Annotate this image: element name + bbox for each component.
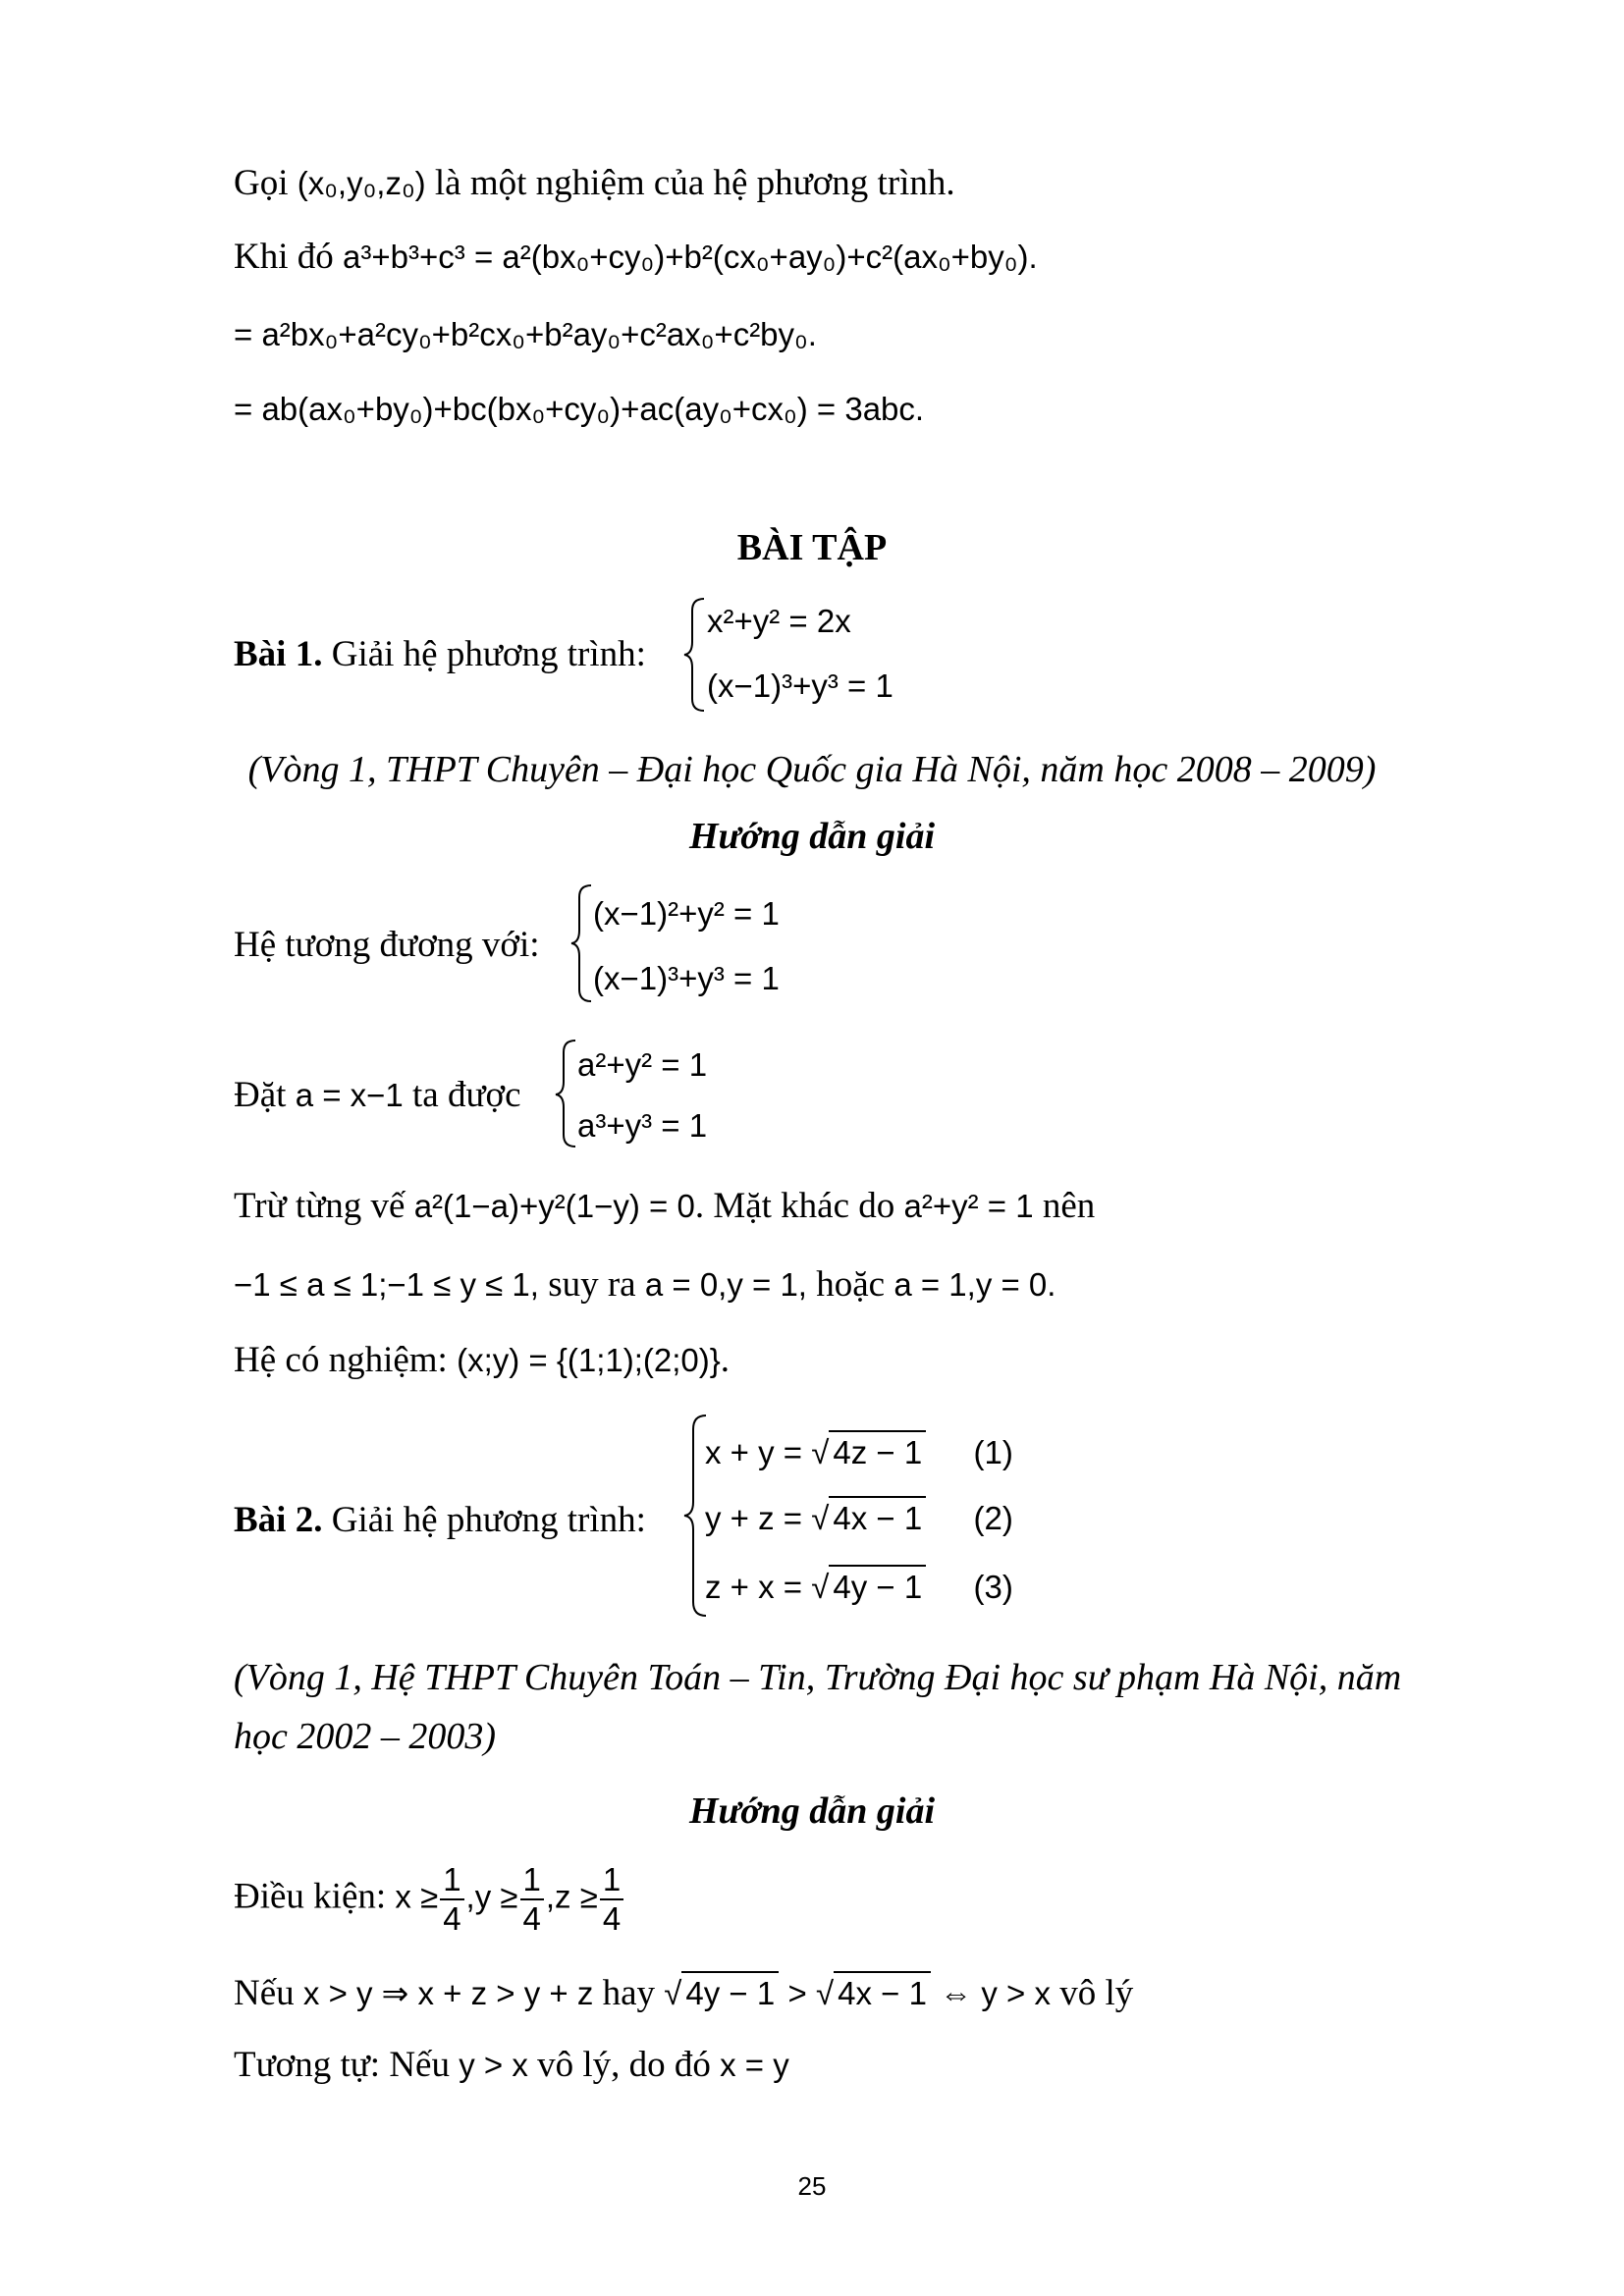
problem-2-label: Bài 2. <box>234 1500 323 1540</box>
intro-line-3: = a²bx₀+a²cy₀+b²cx₀+b²ay₀+c²ax₀+c²by₀. <box>234 316 817 352</box>
problem-2-statement <box>234 1502 646 1538</box>
problem-1-equiv-text: Hệ tương đương với: <box>234 925 540 965</box>
problem-1-guide-title: Hướng dẫn giải <box>688 816 936 857</box>
similar-text: Tương tự: Nếu <box>234 2045 450 2085</box>
eq-1-lhs: x + y = <box>705 1434 803 1470</box>
substitution-text-1: Đặt <box>234 1075 287 1115</box>
conditions-text: Điều kiện: <box>234 1876 387 1917</box>
problem-2-guide-title: Hướng dẫn giải <box>688 1790 936 1832</box>
substitution-math: a = x−1 <box>295 1077 404 1113</box>
subtract-text-1: Trừ từng vế <box>234 1186 406 1226</box>
problem-1-statement <box>234 636 646 672</box>
if-radicand-2: 4x − 1 <box>834 1971 931 2011</box>
sqrt-symbol: √ 4y − 1 <box>664 1977 779 2009</box>
range-math-2: a = 0,y = 1, <box>644 1266 807 1303</box>
similar-math: y > x <box>459 2047 528 2083</box>
problem-2-eq-2 <box>705 1502 1013 1534</box>
intro-line-1-rest: là một nghiệm của hệ phương trình. <box>434 163 955 203</box>
intro-line-1 <box>234 165 955 201</box>
problem-1-sub-eq-1: a²+y² = 1 <box>577 1046 708 1083</box>
problem-2-conditions <box>234 1861 625 1938</box>
eq-1-radicand: 4z − 1 <box>829 1430 926 1470</box>
intro-line-1-text: Gọi <box>234 163 289 203</box>
range-math-3: a = 1,y = 0. <box>893 1266 1056 1303</box>
problem-2-if-line <box>234 1975 1133 2011</box>
problem-1-range-line <box>234 1266 1056 1303</box>
similar-math-2: x = y <box>720 2047 789 2083</box>
subtract-text-2: . Mặt khác do <box>694 1186 895 1226</box>
if-text-2: hay <box>602 1973 656 2013</box>
sqrt-symbol: √ 4x − 1 <box>816 1977 931 2009</box>
if-math: x > y ⇒ x + z > y + z <box>302 1975 594 2011</box>
problem-2-eq-3 <box>705 1571 1013 1603</box>
problem-1-label: Bài 1. <box>234 634 323 674</box>
problem-2-eq-1 <box>705 1436 1013 1468</box>
fraction: $\frac{1}{4}$ <box>520 1861 544 1938</box>
range-math: −1 ≤ a ≤ 1;−1 ≤ y ≤ 1, <box>234 1266 539 1303</box>
solution-math: (x;y) = {(1;1);(2;0)} <box>457 1342 721 1378</box>
sqrt-symbol: √ 4x − 1 <box>811 1502 926 1534</box>
solution-end: . <box>720 1340 731 1380</box>
problem-1-substitution <box>234 1077 521 1113</box>
intro-line-2-text: Khi đó <box>234 237 334 277</box>
problem-2-source-line-1: (Vòng 1, Hệ THPT Chuyên Toán – Tin, Trường Đại học sư phạm Hà Nội, năm <box>234 1657 1402 1698</box>
problem-1-sub-brace <box>554 1039 579 1148</box>
eq-3-radicand: 4y − 1 <box>829 1565 926 1605</box>
problem-1-equiv-eq-1: (x−1)²+y² = 1 <box>593 895 780 932</box>
eq-3-tag: (3) <box>973 1569 1013 1605</box>
intro-line-2-rhs: = a²(bx₀+cy₀)+b²(cx₀+ay₀)+c²(ax₀+by₀). <box>473 239 1038 275</box>
problem-2-source-line-2: học 2002 – 2003) <box>234 1716 497 1757</box>
if-math-2: ⇔ y > x <box>940 1975 1051 2011</box>
subtract-text-3: nên <box>1042 1186 1096 1226</box>
intro-line-1-math: (x₀,y₀,z₀) <box>297 165 426 201</box>
if-radicand-1: 4y − 1 <box>681 1971 779 2011</box>
eq-2-lhs: y + z = <box>705 1500 803 1536</box>
fraction: $\frac{1}{4}$ <box>600 1861 623 1938</box>
if-text-3: vô lý <box>1059 1973 1134 2013</box>
sqrt-symbol: √ 4z − 1 <box>811 1436 926 1468</box>
intro-line-2 <box>234 239 1038 275</box>
problem-1-brace <box>682 597 708 713</box>
problem-1-source: (Vòng 1, THPT Chuyên – Đại học Quốc gia Hà Nội, năm học 2008 – 2009) <box>247 749 1377 790</box>
problem-2-similar-line <box>234 2047 789 2083</box>
eq-2-radicand: 4x − 1 <box>829 1496 926 1536</box>
problem-1-eq-2: (x−1)³+y³ = 1 <box>707 667 893 704</box>
problem-2-text: Giải hệ phương trình: <box>331 1500 646 1540</box>
section-title: BÀI TẬP <box>736 527 888 568</box>
page-number: 25 <box>797 2171 827 2201</box>
cond-x: x ≥ <box>395 1878 439 1915</box>
cond-y: ,y ≥ <box>465 1878 518 1915</box>
problem-1-text: Giải hệ phương trình: <box>331 634 646 674</box>
cond-z: ,z ≥ <box>545 1878 598 1915</box>
problem-1-equiv-eq-2: (x−1)³+y³ = 1 <box>593 960 780 996</box>
range-text-1: suy ra <box>548 1264 636 1305</box>
problem-1-subtract-line <box>234 1188 1095 1224</box>
fraction: $\frac{1}{4}$ <box>440 1861 463 1938</box>
range-text-2: hoặc <box>816 1264 886 1305</box>
problem-1-equiv-brace <box>569 883 595 1003</box>
intro-line-2-lhs: a³+b³+c³ <box>343 239 465 275</box>
eq-1-tag: (1) <box>973 1434 1013 1470</box>
if-text: Nếu <box>234 1973 295 2013</box>
problem-1-solution-line <box>234 1342 730 1378</box>
subtract-math-2: a²+y² = 1 <box>903 1188 1034 1224</box>
if-gt: > <box>787 1975 807 2011</box>
problem-1-sub-eq-2: a³+y³ = 1 <box>577 1107 708 1144</box>
intro-line-4: = ab(ax₀+by₀)+bc(bx₀+cy₀)+ac(ay₀+cx₀) = 3abc. <box>234 391 925 427</box>
solution-text: Hệ có nghiệm: <box>234 1340 448 1380</box>
substitution-text-2: ta được <box>412 1075 521 1115</box>
sqrt-symbol: √ 4y − 1 <box>811 1571 926 1603</box>
eq-2-tag: (2) <box>973 1500 1013 1536</box>
similar-text-2: vô lý, do đó <box>537 2045 711 2085</box>
subtract-math: a²(1−a)+y²(1−y) = 0 <box>413 1188 695 1224</box>
problem-1-eq-1: x²+y² = 2x <box>707 603 851 639</box>
eq-3-lhs: z + x = <box>705 1569 803 1605</box>
